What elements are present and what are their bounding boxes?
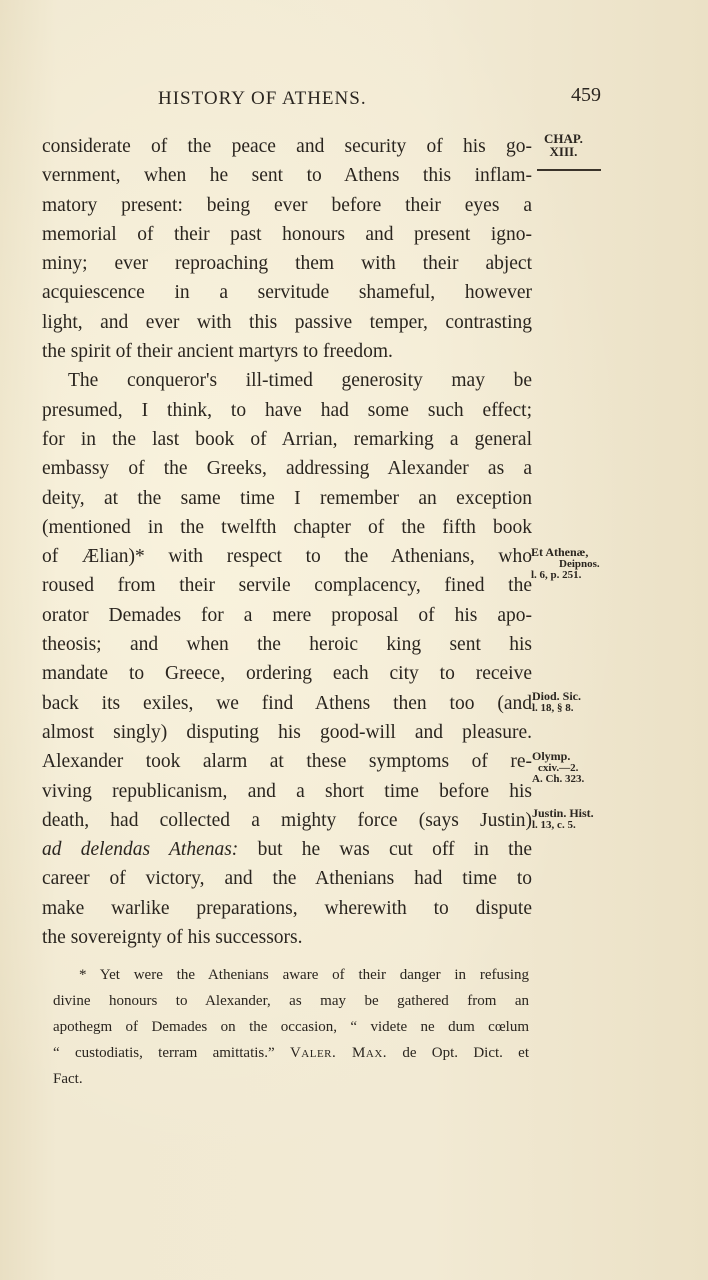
footnote: [53, 962, 529, 1092]
text-line: miny; ever reproaching them with their abject: [42, 253, 532, 275]
text-line: almost singly) disputing his good-will and pleasure.: [42, 721, 532, 743]
text-line: for in the last book of Arrian, remarking a general: [42, 428, 532, 450]
margin-note-diodorus: [532, 690, 581, 714]
text-line: the spirit of their ancient martyrs to freedom.: [42, 341, 393, 363]
text-line: orator Demades for a mere proposal of his apo-: [42, 604, 532, 626]
text-line: The conqueror's ill-timed generosity may be: [68, 370, 532, 392]
text-line: memorial of their past honours and present igno-: [42, 223, 532, 245]
text-line: deity, at the same time I remember an exception: [42, 487, 532, 509]
text-line: career of victory, and the Athenians had time to: [42, 868, 532, 890]
footnote-line: divine honours to Alexander, as may be gathered from an: [53, 993, 529, 1009]
text-line: theosis; and when the heroic king sent his: [42, 634, 532, 656]
margin-note-line: Deipnos.: [559, 558, 600, 570]
margin-note-olympiad: [532, 750, 584, 785]
margin-note-line: Olymp.: [532, 749, 571, 763]
chapter-marker: [544, 132, 583, 158]
text-line: (mentioned in the twelfth chapter of the fifth book: [42, 516, 532, 538]
text-line: embassy of the Greeks, addressing Alexander as a: [42, 458, 532, 480]
text-line: considerate of the peace and security of his go-: [42, 136, 532, 157]
margin-note-line: l. 18, § 8.: [532, 702, 574, 714]
margin-note-line: l. 13, c. 5.: [532, 819, 576, 831]
text-line: presumed, I think, to have had some such effect;: [42, 399, 532, 421]
text-line: back its exiles, we find Athens then too (and: [42, 692, 532, 714]
text-line: vernment, when he sent to Athens this inflam-: [42, 165, 532, 187]
text-line: acquiescence in a servitude shameful, however: [42, 282, 532, 304]
text-line: Alexander took alarm at these symptoms of re-: [42, 751, 532, 773]
running-head: HISTORY OF ATHENS.: [158, 88, 367, 109]
text-line-italic: [42, 835, 532, 864]
margin-note-line: A. Ch. 323.: [532, 773, 585, 785]
text-line: light, and ever with this passive temper, contrasting: [42, 311, 532, 333]
footnote-line: Fact.: [53, 1071, 83, 1087]
text-line: make warlike preparations, wherewith to dispute: [42, 897, 532, 919]
chapter-label: CHAP.: [544, 131, 583, 146]
margin-note-line: Diod. Sic.: [532, 689, 582, 703]
margin-note-line: l. 6, p. 251.: [531, 569, 582, 581]
page-number: 459: [571, 84, 601, 106]
body-text: [42, 132, 532, 952]
text-fragment: but he was cut off in the: [238, 839, 532, 861]
footnote-line: apothegm of Demades on the occasion, “ videte ne dum cœlum: [53, 1019, 529, 1035]
text-line: viving republicanism, and a short time before his: [42, 780, 532, 802]
footnote-line-citation: [53, 1040, 529, 1066]
text-line: the sovereignty of his successors.: [42, 927, 303, 949]
footnote-line: * Yet were the Athenians aware of their danger in refusing: [79, 967, 529, 983]
text-line: of Ælian)* with respect to the Athenians, who: [42, 546, 532, 568]
margin-note-line: cxiv.—2.: [538, 762, 579, 774]
footnote-source-author: Valer. Max.: [289, 1045, 388, 1061]
chapter-number: XIII.: [549, 144, 578, 159]
margin-note-line: Justin. Hist.: [532, 806, 594, 820]
footnote-fragment: “ custodiatis, terram amittatis.”: [53, 1045, 275, 1061]
margin-note-line: Et Athenæ,: [531, 545, 589, 559]
chapter-rule: [537, 169, 601, 171]
footnote-fragment: de Opt. Dict. et: [387, 1045, 530, 1061]
margin-note-athenaeus: [531, 546, 600, 581]
text-line: roused from their servile complacency, fined the: [42, 575, 532, 597]
latin-phrase: ad delendas Athenas:: [42, 839, 239, 861]
text-line: mandate to Greece, ordering each city to receive: [42, 663, 532, 685]
text-line: death, had collected a mighty force (says Justin): [42, 809, 532, 831]
margin-note-justin: [532, 807, 594, 831]
text-line: matory present: being ever before their eyes a: [42, 194, 532, 216]
